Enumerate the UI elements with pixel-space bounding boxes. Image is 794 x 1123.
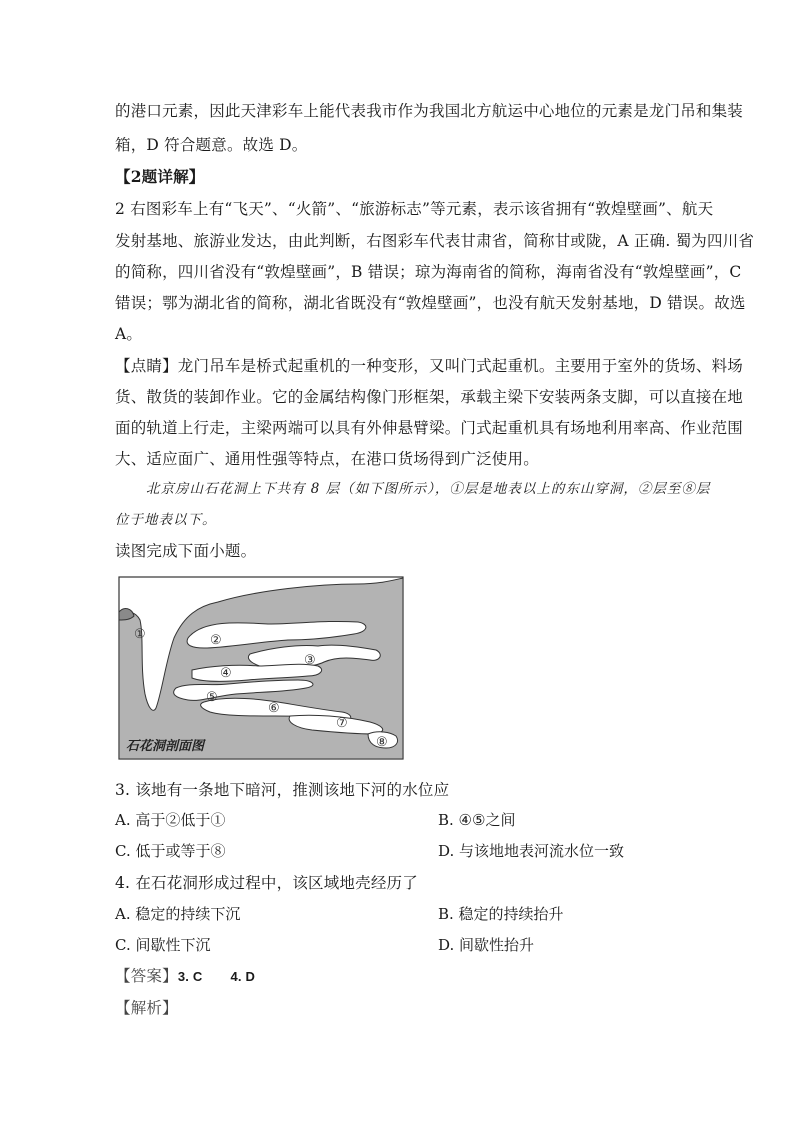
q4-option-a[interactable]: A. 稳定的持续下沉 <box>115 905 241 923</box>
paragraph-line: 的简称，四川省没有“敦煌壁画”，B 错误；琼为海南省的简称，海南省没有“敦煌壁画”，C <box>115 263 742 281</box>
paragraph-line: 【点睛】龙门吊车是桥式起重机的一种变形，又叫门式起重机。主要用于室外的货场、料场 <box>115 357 744 375</box>
answer-row <box>115 966 255 987</box>
paragraph-line: 面的轨道上行走，主梁两端可以具有外伸悬臂梁。门式起重机具有场地利用率高、作业范围 <box>115 419 744 437</box>
level-label-1: ① <box>134 627 146 642</box>
level-label-3: ③ <box>304 653 316 668</box>
paragraph-line: 错误；鄂为湖北省的简称，湖北省既没有“敦煌壁画”，也没有航天发射基地，D 错误。故选 <box>115 294 746 312</box>
level-label-2: ② <box>210 633 222 648</box>
q4-option-c[interactable]: C. 间歇性下沉 <box>115 936 211 954</box>
analysis-label: 【解析】 <box>115 999 178 1017</box>
instruction-line: 读图完成下面小题。 <box>115 542 257 560</box>
answer-label: 【答案】 <box>115 967 178 985</box>
level-label-8: ⑧ <box>376 735 388 750</box>
answer-q4: 4. D <box>230 969 256 984</box>
q4-option-b[interactable]: B. 稳定的持续抬升 <box>438 905 564 923</box>
q3-option-a[interactable]: A. 高于②低于① <box>115 811 226 829</box>
q3-option-c[interactable]: C. 低于或等于⑧ <box>115 842 226 860</box>
paragraph-line: A。 <box>115 325 143 343</box>
q3-option-b[interactable]: B. ④⑤之间 <box>438 811 516 829</box>
section-heading-q2: 【2题详解】 <box>115 167 205 186</box>
answer-q3: 3. C <box>177 969 203 984</box>
level-label-6: ⑥ <box>268 701 280 716</box>
paragraph-line: 发射基地、旅游业发达，由此判断，右图彩车代表甘肃省，简称甘或陇，A 正确. 蜀为四川省 <box>115 232 755 250</box>
figure-caption: 石花洞剖面图 <box>126 739 205 754</box>
paragraph-line: 的港口元素，因此天津彩车上能代表我市作为我国北方航运中心地位的元素是龙门吊和集装 <box>115 102 744 120</box>
level-label-4: ④ <box>220 666 232 681</box>
intro-line: 位于地表以下。 <box>115 512 217 528</box>
question-3-stem: 3. 该地有一条地下暗河，推测该地下河的水位应 <box>115 781 450 799</box>
cave-cross-section-figure <box>118 576 404 760</box>
paragraph-line: 大、适应面广、通用性强等特点，在港口货场得到广泛使用。 <box>115 450 539 468</box>
q3-option-d[interactable]: D. 与该地地表河流水位一致 <box>438 842 625 860</box>
level-label-5: ⑤ <box>206 690 218 705</box>
intro-line: 北京房山石花洞上下共有 8 层（如下图所示），①层是地表以上的东山穿洞，②层至⑧层 <box>146 481 711 497</box>
level-label-7: ⑦ <box>336 716 348 731</box>
question-4-stem: 4. 在石花洞形成过程中，该区域地壳经历了 <box>115 874 418 892</box>
cave-diagram <box>118 576 404 760</box>
paragraph-line: 货、散货的装卸作业。它的金属结构像门形框架，承载主梁下安装两条支脚，可以直接在地 <box>115 388 744 406</box>
paragraph-line: 2 右图彩车上有“飞天”、“火箭”、“旅游标志”等元素，表示该省拥有“敦煌壁画”、航天 <box>115 200 714 218</box>
paragraph-line: 箱，D 符合题意。故选 D。 <box>115 136 308 154</box>
q4-option-d[interactable]: D. 间歇性抬升 <box>438 936 535 954</box>
